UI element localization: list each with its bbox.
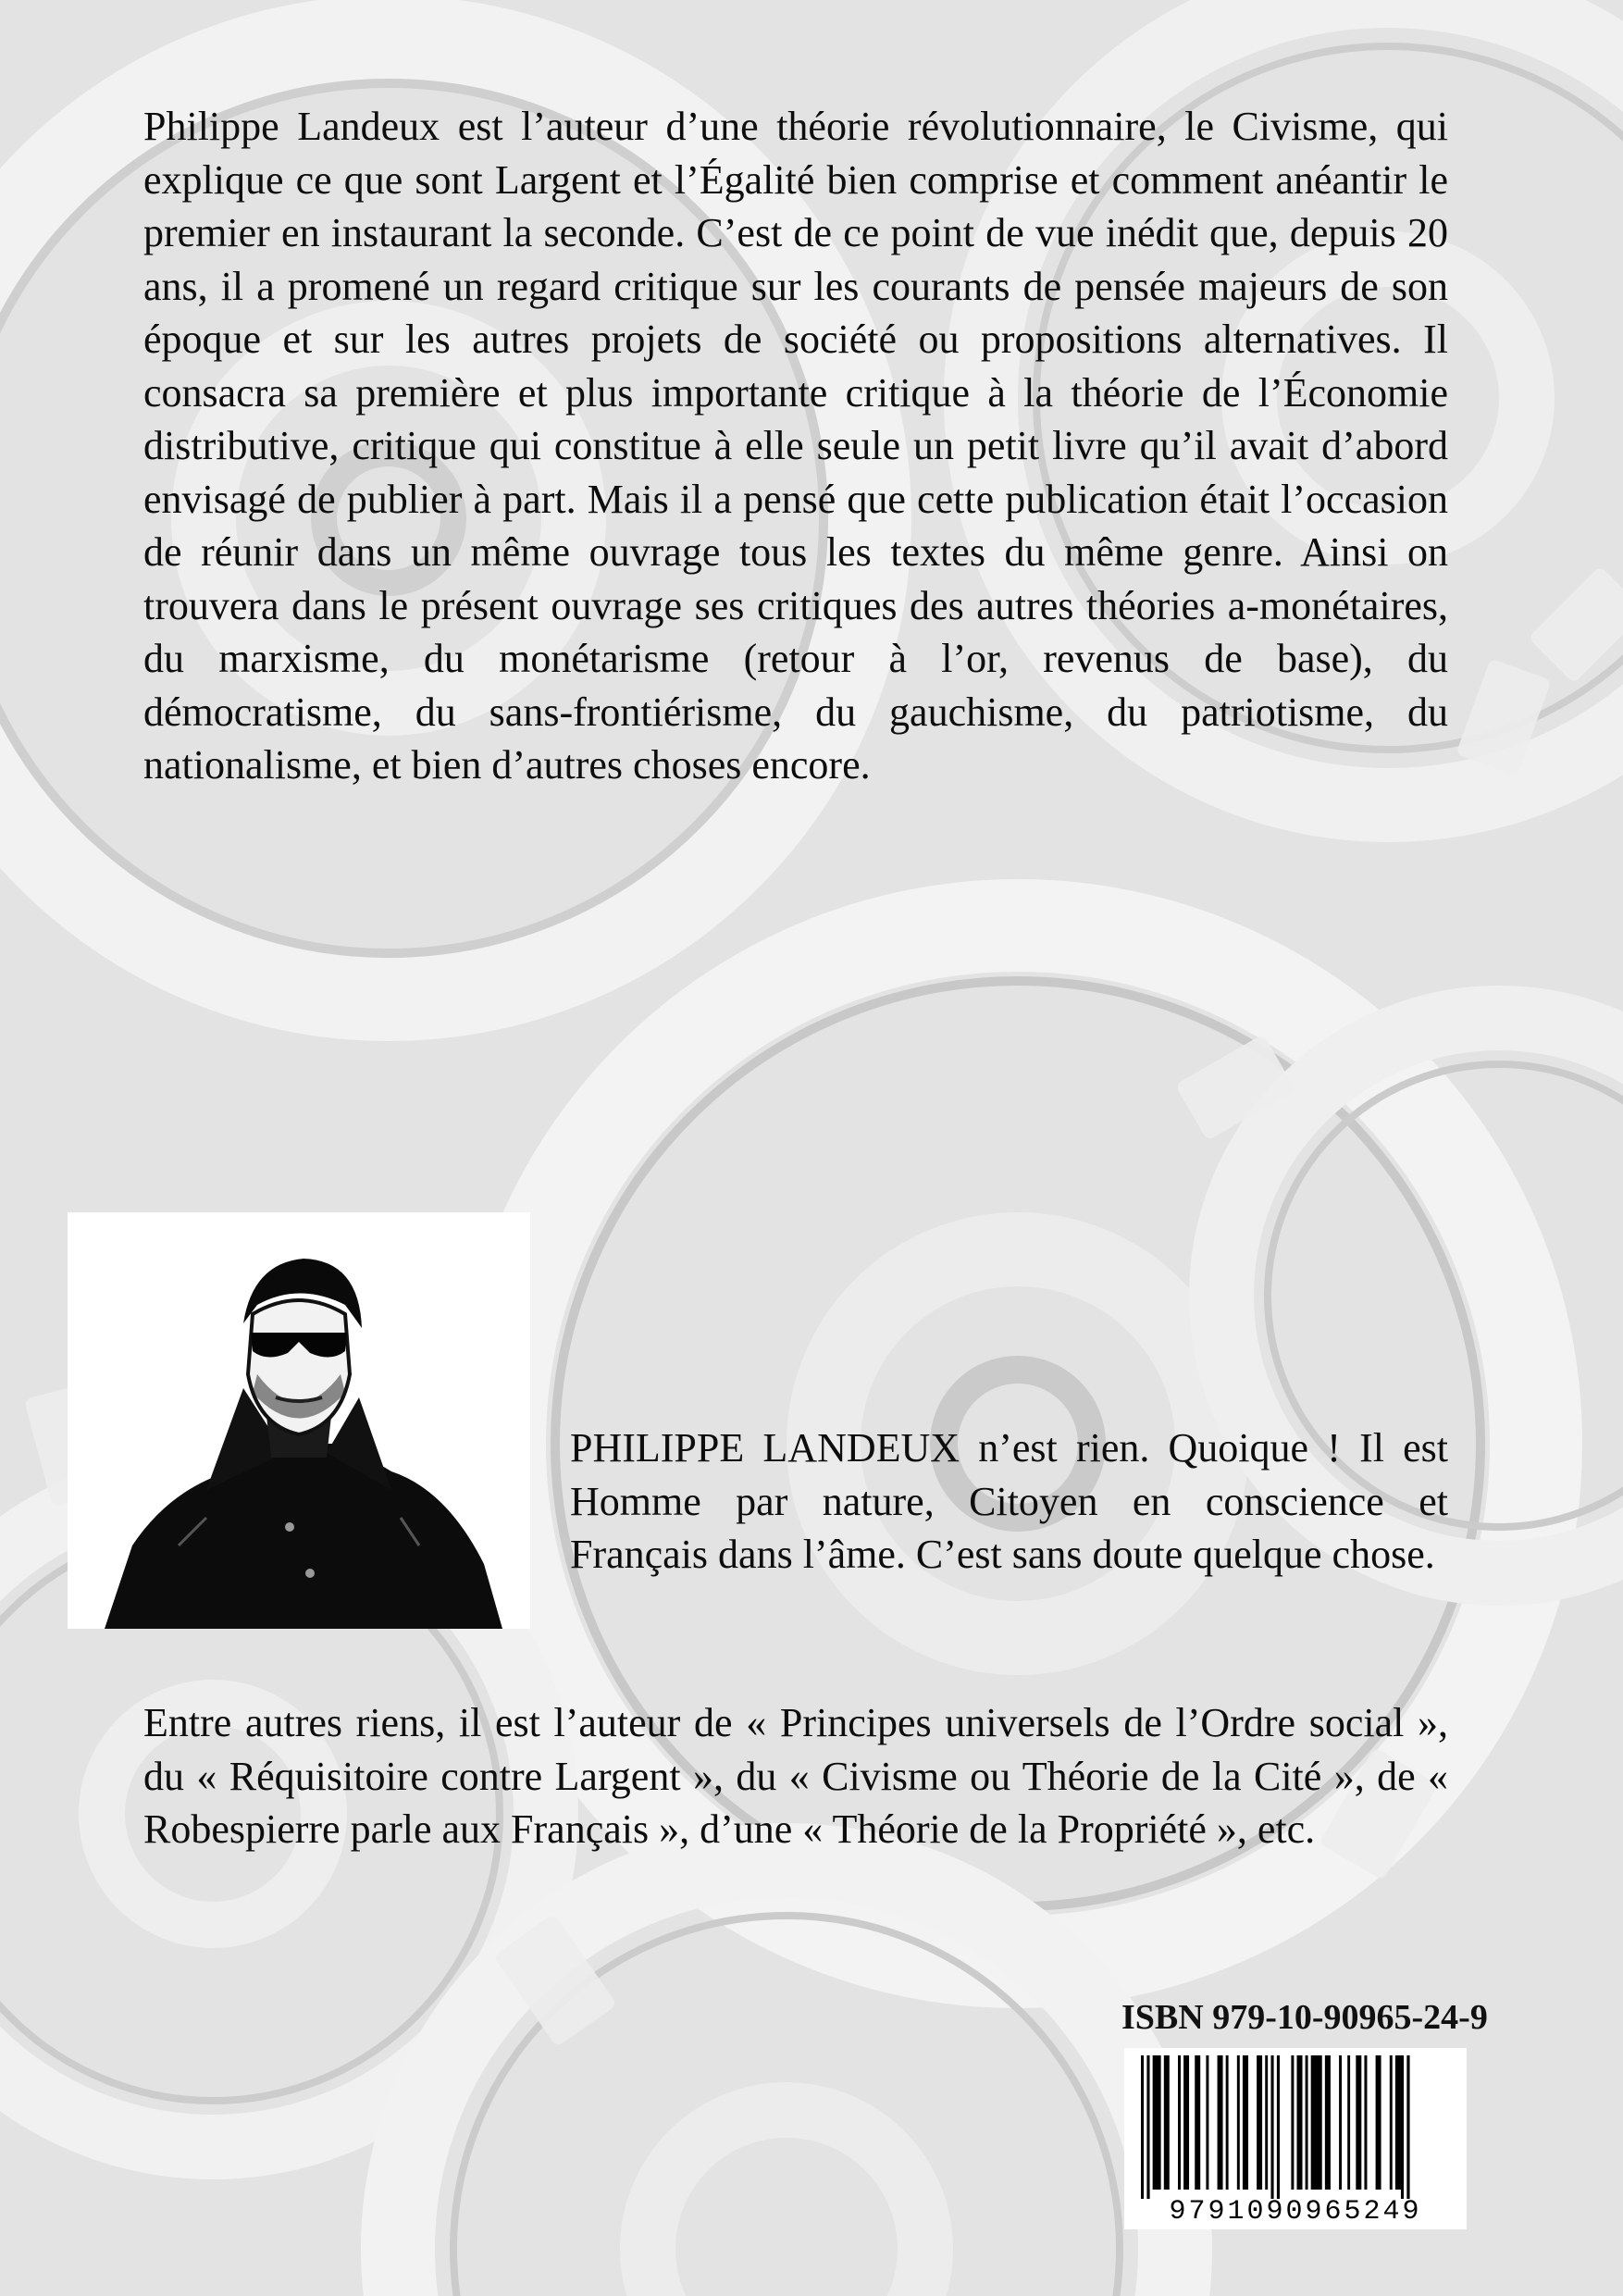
- author-bio: PHILIPPE LANDEUX n’est rien. Quoique ! Il est Homme par nature, Citoyen en conscience et Français dans l’âme. C’est sans doute quelque chose.: [570, 1425, 1448, 1577]
- author-photo: [68, 1212, 530, 1629]
- isbn-label: ISBN 979-10-90965-24-9: [1121, 1998, 1488, 2037]
- barcode-digits: 9791090965249: [1169, 2196, 1422, 2228]
- author-works: Entre autres riens, il est l’auteur de « Principes universels de l’Ordre social », du « Réquisitoire contre Largent », du « Civisme ou Théorie de la Cité », de « Robespierre parle aux Français », d’une « Théorie de la Propriété », etc.: [143, 1700, 1448, 1852]
- isbn-barcode: [1124, 2048, 1467, 2229]
- back-cover-summary: Philippe Landeux est l’auteur d’une théorie révolutionnaire, le Civisme, qui explique ce que sont Largent et l’Égalité bien comprise et comment anéantir le premier en instaurant la seconde. C’est de ce point de vue inédit que, depuis 20 ans, il a promené un regard critique sur les courants de pensée majeurs de son époque et sur les autres projets de société ou propositions alternatives. Il consacra sa première et plus importante critique à la théorie de l’Économie distributive, critique qui constitue à elle seule un petit livre qu’il avait d’abord envisagé de publier à part. Mais il a pensé que cette publication était l’occasion de réunir dans un même ouvrage tous les textes du même genre. Ainsi on trouvera dans le présent ouvrage ses critiques des autres théories a-monétaires, du marxisme, du monétarisme (retour à l’or, revenus de base), du démocratisme, du sans-frontiérisme, du gauchisme, du patriotisme, du nationalisme, et bien d’autres choses encore.: [143, 104, 1448, 788]
